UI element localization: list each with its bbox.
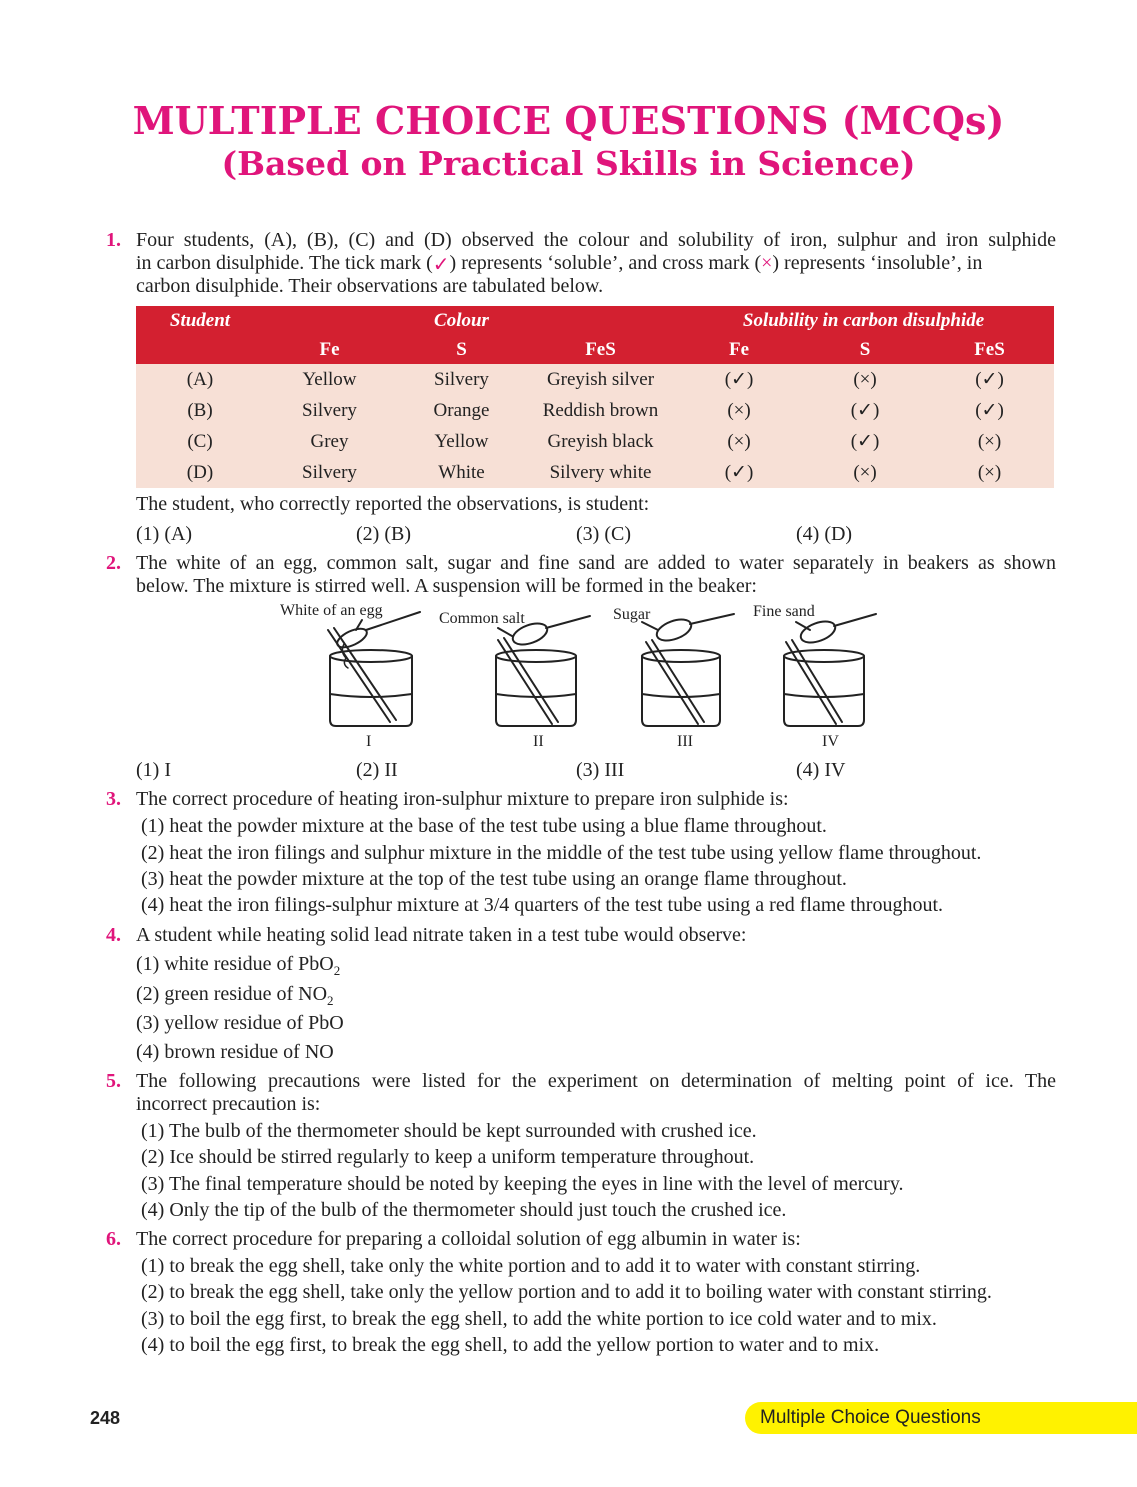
q6-stem: The correct procedure for preparing a colloidal solution of egg albumin in water is:	[136, 1228, 801, 1250]
subscript: 2	[327, 993, 334, 1008]
answer-option: (2) Ice should be stirred regularly to keep a uniform temperature throughout.	[141, 1146, 755, 1168]
table-cell: (×)	[805, 364, 925, 395]
header-student: Student	[136, 306, 264, 335]
question-number: 1.	[106, 229, 121, 251]
page-number: 248	[90, 1408, 121, 1428]
beaker-icon	[496, 616, 590, 726]
answer-option: (4) heat the iron filings-sulphur mixture at 3/4 quarters of the test tube using a red flame throughout.	[141, 894, 944, 916]
table-cell: Grey	[264, 426, 395, 457]
table-cell: (×)	[673, 426, 805, 457]
footer-section-title: Multiple Choice Questions	[760, 1407, 981, 1428]
page-subtitle: (Based on Practical Skills in Science)	[221, 144, 916, 183]
subheader-cell	[136, 335, 264, 364]
table-cell: Reddish brown	[528, 395, 673, 426]
table-cell: (✓)	[925, 364, 1054, 395]
figure-label: Sugar	[613, 606, 651, 623]
table-cell: (A)	[136, 364, 264, 395]
table-row	[136, 395, 1054, 426]
question-number: 3.	[106, 788, 121, 810]
table-cell: Greyish black	[528, 426, 673, 457]
answer-option: (1) to break the egg shell, take only the white portion and to add it to water with constant stirring.	[141, 1255, 921, 1277]
page-title: MULTIPLE CHOICE QUESTIONS (MCQs)	[132, 98, 1005, 143]
answer-option: (1) heat the powder mixture at the base of the test tube using a blue flame throughout.	[141, 815, 827, 837]
beaker-number: IV	[822, 733, 839, 750]
subscript: 2	[333, 963, 341, 978]
q4-stem: A student while heating solid lead nitrate taken in a test tube would observe:	[136, 924, 747, 946]
answer-option: (4) (D)	[796, 523, 853, 545]
q5-text-line1: The following precautions were listed for the experiment on determination of melting point of ice. The	[136, 1070, 1056, 1092]
tick-mark-icon: ✓	[432, 254, 450, 276]
table-cell: (×)	[673, 395, 805, 426]
answer-option: (4) Only the tip of the bulb of the thermometer should just touch the crushed ice.	[141, 1199, 787, 1221]
answer-option	[136, 983, 334, 1009]
cross-mark-icon: ×	[761, 252, 773, 274]
table-cell: Silvery	[264, 395, 395, 426]
beaker-number: III	[677, 733, 693, 750]
answer-option: (2) (B)	[356, 523, 411, 545]
figure-label: Common salt	[439, 610, 525, 627]
table-row	[136, 457, 1054, 488]
q1-text-line1: Four students, (A), (B), (C) and (D) observed the colour and solubility of iron, sulphur and iron sulphide	[136, 229, 1056, 251]
answer-option: (4) brown residue of NO	[136, 1041, 334, 1063]
subheader-cell: FeS	[925, 335, 1054, 364]
table-cell: (✓)	[805, 395, 925, 426]
figure-label: Fine sand	[753, 603, 815, 620]
table-cell: (D)	[136, 457, 264, 488]
answer-option: (2) heat the iron filings and sulphur mixture in the middle of the test tube using yellow flame throughout.	[141, 842, 982, 864]
answer-option: (2) II	[356, 759, 398, 781]
answer-option: (3) to boil the egg first, to break the egg shell, to add the white portion to ice cold water and to mix.	[141, 1308, 937, 1330]
subheader-cell: Fe	[264, 335, 395, 364]
answer-option: (4) IV	[796, 759, 846, 781]
table-cell: (✓)	[805, 426, 925, 457]
header-colour: Colour	[395, 306, 528, 335]
table-cell: Yellow	[264, 364, 395, 395]
table-row	[136, 364, 1054, 395]
option-text: (2) green residue of NO	[136, 983, 328, 1005]
table-cell: Orange	[395, 395, 528, 426]
question-number: 6.	[106, 1228, 121, 1250]
beaker-number: I	[366, 733, 372, 750]
table-cell: (×)	[925, 457, 1054, 488]
table-cell: Greyish silver	[528, 364, 673, 395]
table-cell: Silvery white	[528, 457, 673, 488]
question-number: 4.	[106, 924, 121, 946]
answer-option: (1) The bulb of the thermometer should be kept surrounded with crushed ice.	[141, 1120, 757, 1142]
subheader-cell: S	[805, 335, 925, 364]
table-cell: Yellow	[395, 426, 528, 457]
q5-text-line2: incorrect precaution is:	[136, 1093, 321, 1115]
q3-stem: The correct procedure of heating iron-sulphur mixture to prepare iron sulphide is:	[136, 788, 789, 810]
table-cell: (B)	[136, 395, 264, 426]
question-number: 5.	[106, 1070, 121, 1092]
answer-option	[136, 953, 340, 979]
q2-text-line1: The white of an egg, common salt, sugar and fine sand are added to water separately in beakers as shown	[136, 552, 1056, 574]
answer-option: (3) yellow residue of PbO	[136, 1012, 344, 1034]
option-text: (1) white residue of PbO	[136, 953, 334, 975]
subheader-cell: FeS	[528, 335, 673, 364]
answer-option: (3) III	[576, 759, 625, 781]
beaker-icon	[784, 614, 876, 726]
table-cell: Silvery	[395, 364, 528, 395]
table-cell: Silvery	[264, 457, 395, 488]
table-cell: White	[395, 457, 528, 488]
table-cell: (✓)	[925, 395, 1054, 426]
beaker-icon	[328, 612, 420, 726]
q1-followup: The student, who correctly reported the observations, is student:	[136, 493, 650, 515]
answer-option: (1) I	[136, 759, 171, 781]
answer-option: (3) The final temperature should be noted by keeping the eyes in line with the level of mercury.	[141, 1173, 904, 1195]
answer-option: (1) (A)	[136, 523, 193, 545]
table-cell: (✓)	[673, 457, 805, 488]
table-cell: (✓)	[673, 364, 805, 395]
header-solubility: Solubility in carbon disulphide	[673, 306, 1054, 335]
subheader-cell: S	[395, 335, 528, 364]
q1-text-segment: in carbon disulphide. The tick mark (	[136, 252, 433, 274]
question-number: 2.	[106, 552, 121, 574]
table-cell: (×)	[805, 457, 925, 488]
table-cell: (C)	[136, 426, 264, 457]
beakers-illustration	[270, 600, 890, 740]
q1-text-line3: carbon disulphide. Their observations are tabulated below.	[136, 275, 604, 297]
beaker-number: II	[533, 733, 544, 750]
answer-option: (3) heat the powder mixture at the top of the test tube using an orange flame throughout.	[141, 868, 847, 890]
q1-text-segment: ) represents ‘soluble’, and cross mark (	[449, 252, 762, 274]
subheader-cell: Fe	[673, 335, 805, 364]
table-row	[136, 426, 1054, 457]
q2-text-line2: below. The mixture is stirred well. A suspension will be formed in the beaker:	[136, 575, 757, 597]
beaker-icon	[642, 614, 734, 726]
observation-table	[136, 306, 1054, 488]
q1-text-line2	[136, 252, 1056, 277]
answer-option: (2) to break the egg shell, take only the yellow portion and to add it to boiling water with constant stirring.	[141, 1281, 992, 1303]
table-cell: (×)	[925, 426, 1054, 457]
q1-text-segment: ) represents ‘insoluble’, in	[772, 252, 983, 274]
answer-option: (4) to boil the egg first, to break the egg shell, to add the yellow portion to water and to mix.	[141, 1334, 880, 1356]
answer-option: (3) (C)	[576, 523, 631, 545]
figure-label: White of an egg	[280, 602, 383, 619]
